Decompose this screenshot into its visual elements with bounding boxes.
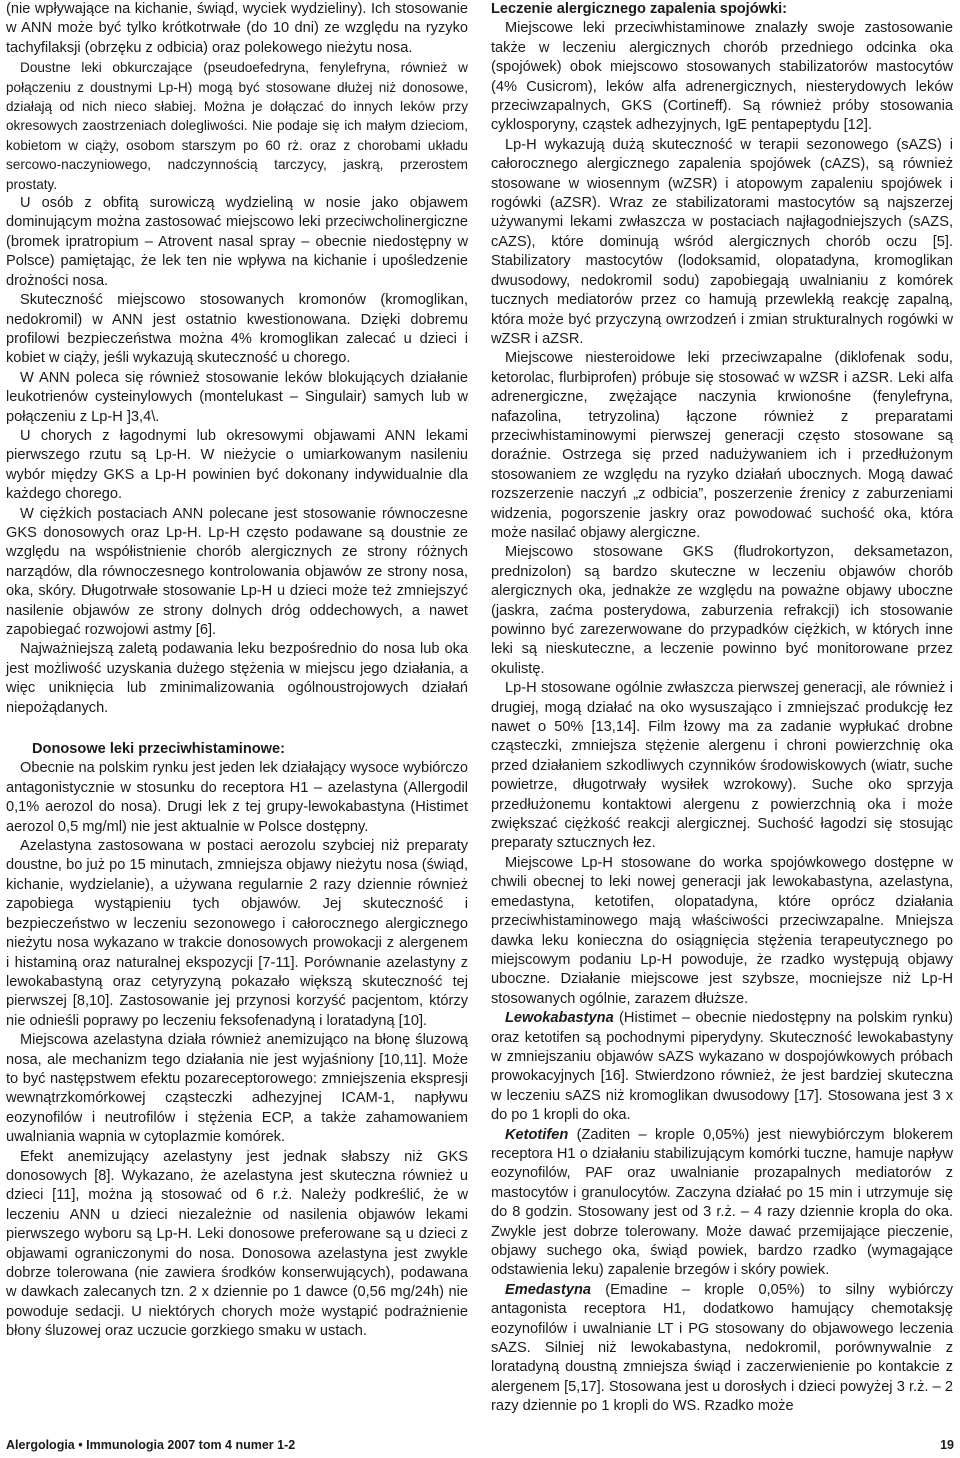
journal-name: Alergologia — [6, 1438, 75, 1452]
paragraph-text: (Zaditen – krople 0,05%) jest niewybiórczym blokerem receptora H1 o działaniu stabilizującym komórki tuczne, hamuje napływ eozynofilów, PAF oraz uwalnianie prozapalnych mediatorów z mastocytów i granulocytów. Zaczyna działać po 15 min i utrzymuje się do 8 godzin. Stosowany jest od 3 r.ż. – 4 razy dziennie kropla do oka. Zwykle jest dobrze tolerowany. Może dawać przemijające pieczenie, objawy suchego oka, świąd powiek, bardzo rzadko (wymagające odstawienia leku) zapalenie brzegów i skóry powiek. — [491, 1126, 953, 1279]
paragraph: W ciężkich postaciach ANN polecane jest stosowanie równoczesne GKS donosowych oraz Lp-H. Lp-H często podawane są doustnie ze względu na współistnienie chorób alergicznych ze strony różnych narządów, dla równoczesnego kontrolowania objawów ze strony nosa, oka, skóry. Długotrwałe stosowanie Lp-H u dzieci może też zmniejszyć nasilenie objawów ze strony dolnych dróg oddechowych, a nawet zapobiegać rozwojowi astmy [6]. — [6, 505, 468, 638]
paragraph: U chorych z łagodnymi lub okresowymi objawami ANN lekami pierwszego rzutu są Lp-H. W nieżycie o umiarkowanym nasileniu wybór między GKS a Lp-H powinien być dokonany indywidualnie dla każdego chorego. — [6, 427, 468, 503]
paragraph: Lp-H wykazują dużą skuteczność w terapii sezonowego (sAZS) i całorocznego alergicznego zapalenia spojówek (cAZS), są również stosowane w wiosennym (wZSR) i atopowym zapaleniu spojówek i rogówki (aZSR). Wraz ze stabilizatorami mastocytów są najszerzej używanymi lekami zwłaszcza w postaciach najłagodniejszych (sAZS, cAZS), które dominują wśród alergicznych chorób oczu [5]. Stabilizatory mastocytów (lodoksamid, olopatadyna, kromoglikan dwusodowy, nedokromil sodu) zapobiegają uwalnianiu z komórek tucznych mediatorów przez co hamują przewlekłą reakcję zapalną, która może być przyczyną owrzodzeń i zmian strukturalnych rogówki w wZSR i aZSR. — [491, 136, 953, 347]
paragraph: Efekt anemizujący azelastyny jest jednak słabszy niż GKS donosowych [8]. Wykazano, że azelastyna jest skuteczna również u dzieci [11], można ją stosować od 6 r.ż. Należy podkreślić, że w leczeniu ANN u dzieci niezależnie od nasilenia objawów lekami pierwszego wyboru są Lp-H. Leki donosowe preferowane są u dzieci z objawami ograniczonymi do nosa. Donosowa azelastyna jest zwykle dobrze tolerowana (nie zawiera środków konserwujących), podawana w dawkach zalecanych tzn. 2 x dziennie po 1 dawce (0,56 mg/24h) nie powoduje sedacji. U niektórych chorych może wystąpić podrażnienie błony śluzowej oraz uczucie gorzkiego smaku w ustach. — [6, 1148, 468, 1340]
paragraph-text: (Histimet – obecnie niedostępny na polskim rynku) oraz ketotifen są pochodnymi piperydyny. Skuteczność lewokabastyny w zmniejszaniu objawów sAZS wykazano w dospojówkowych próbach prowokacyjnych [16]. Stwierdzono również, że jest bardziej skuteczna w leczeniu sAZS niż kromoglikan dwusodowy [17]. Stosowana jest 3 x do po 1 kropli do oka. — [491, 1010, 953, 1124]
right-column — [491, 0, 953, 1417]
paragraph: W ANN poleca się również stosowanie leków blokujących działanie leukotrienów cysteinylowych (montelukast – Singulair) samych lub w połączeniu z Lp-H ]3,4\. — [6, 369, 468, 425]
drug-name: Emedastyna — [505, 1281, 591, 1298]
issue-info: Immunologia 2007 tom 4 numer 1-2 — [86, 1438, 296, 1452]
paragraph: Doustne leki obkurczające (pseudoefedryna, fenylefryna, również w połączeniu z doustnymi Lp-H) mogą być stosowane dłużej niż donosowe, działają od nich nieco słabiej. Można je dołączać do innych leków przy okresowych zaostrzeniach dolegliwości. Nie podaje się ich małym dzieciom, kobietom w ciąży, osobom starszym po 60 rż. oraz z chorobami układu sercowo-naczyniowego, nadczynnością tarczycy, jaskrą, przerostem prostaty. — [6, 60, 468, 192]
paragraph: Azelastyna zastosowana w postaci aerozolu szybciej niż preparaty doustne, bo już po 15 minutach, zmniejsza objawy nieżytu nosa (świąd, kichanie, wydzielanie), a używana regularnie 2 razy dziennie również zapobiega wystąpieniu tych objawów. Jej skuteczność i bezpieczeństwo w leczeniu sezonowego i całorocznego alergicznego nieżytu nosa wykazano w trakcie donosowych prowokacji z alergenem i histaminą oraz naturalnej ekspozycji [7-11]. Porównanie azelastyny z lewokabastyną oraz cetyryzyną pokazało większą skuteczność tej pierwszej [8,10]. Zastosowanie jej przynosi korzyść pacjentom, którzy nie odnieśli poprawy po leczeniu feksofenadyną i loratadyną [10]. — [6, 838, 468, 1029]
section-heading: Donosowe leki przeciwhistaminowe: — [32, 741, 286, 758]
journal-citation — [6, 1437, 295, 1453]
paragraph: Miejscowe Lp-H stosowane do worka spojówkowego dostępne w chwili obecnej to leki nowej generacji jak lewokabastyna, azelastyna, emedastyna, ketotifen, olopatadyna, które oprócz działania przeciwhistaminowego mają właściwości przeciwzapalne. Mniejsza dawka leku konieczna do osiągnięcia stężenia terapeutycznego po miejscowym podaniu Lp-H powoduje, że rzadko występują objawy uboczne. Działanie miejscowe jest szybsze, mocniejsze niż Lp-H stosowanych ogólnie, zarazem dłuższe. — [491, 854, 953, 1007]
drug-name: Ketotifen — [505, 1126, 569, 1143]
paragraph — [491, 1009, 953, 1125]
paragraph: Lp-H stosowane ogólnie zwłaszcza pierwszej generacji, ale również i drugiej, mogą działać na oko wysuszająco i zmniejszać produkcję łez nawet o 50% [13,14]. Film łzowy ma za zadanie wypłukać drobne cząsteczki, zmniejsza stężenie alergenu i chroni powierzchnię oka przed działaniem szkodliwych czynników środowiskowych (wiatr, suche powietrze, długotrwały wysiłek wzrokowy). Suche oko sprzyja przedłużonemu kontaktowi alergenu z powierzchnią oka i może zwiększać ciężkość reakcji alergicznej. Suchość łagodzi się stosując preparaty sztucznych łez. — [491, 680, 953, 852]
paragraph: Miejscowe leki przeciwhistaminowe znalazły swoje zastosowanie także w leczeniu alergicznych chorób przedniego odcinka oka (spojówek) obok miejscowo stosowanych stabilizatorów mastocytów (4% Cusicrom), leków alfa adrenergicznych, niesterydowych leków przeciwzapalnych, GKS (Cortineff). Są również próby stosowania cyklosporyny, cząstek adhezyjnych, IgE pentapeptydu [12]. — [491, 20, 953, 134]
paragraph — [491, 1281, 953, 1417]
page-footer — [6, 1437, 954, 1453]
paragraph-text: (Emadine – krople 0,05%) to silny wybiórczy antagonista receptora H1, dodatkowo hamujący chemotaksję eozynofilów i uwalnianie LT i PG stosowany do objawowego leczenia sAZS. Silniej niż lewokabastyna, nedokromil, porównywalnie z loratadyną doustną zmniejsza świąd i zaczerwienienie po kontakcie z alergenem [5,17]. Stosowana jest u dorosłych i dzieci powyżej 3 r.ż. – 2 razy dziennie po 1 kropli do WS. Rzadko może — [491, 1281, 953, 1415]
section-heading: Leczenie alergicznego zapalenia spojówki: — [491, 1, 788, 17]
drug-name: Lewokabastyna — [505, 1010, 614, 1027]
left-column — [6, 0, 468, 1342]
paragraph: Skuteczność miejscowo stosowanych kromonów (kromoglikan, nedokromil) w ANN jest ostatnio kwestionowana. Dzięki dobremu profilowi bezpieczeństwa można 4% kromoglikan zalecać u dzieci i kobiet w ciąży, jeśli wykazują skuteczność u chorego. — [6, 292, 468, 367]
paragraph: Miejscowo stosowane GKS (fludrokortyzon, deksametazon, prednizolon) są bardzo skuteczne w leczeniu objawów chorób alergicznych oka, jednakże ze względu na poważne objawy uboczne (jaskra, zaćma posterydowa, zaburzenia refrakcji) ich stosowanie powinno być zarezerwowane do przypadków ciężkich, w których inne leki są nieskuteczne, a leczenie powinno być monitorowane przez okulistę. — [491, 544, 953, 677]
paragraph: Miejscowe niesteroidowe leki przeciwzapalne (diklofenak sodu, ketorolac, flurbiprofen) próbuje się stosować w wZSR i aZSR. Leki alfa adrenergiczne, zwężające naczynia krwionośne (fenylefryna, nafazolina, tetryzolina) łączone również z preparatami przeciwhistaminowymi pierwszej generacji często stosowane są doraźnie. Ostrzega się przed nadużywaniem ich i przedłużonym stosowaniem ze względu na ryzyko działań ubocznych. Mogą dawać rozszerzenie naczyń „z odbicia”, poszerzenie źrenicy z zaburzeniami widzenia, pogorszenie jaskry oraz powodować suchość oka, która może nasilać objawy alergiczne. — [491, 350, 953, 541]
paragraph: (nie wpływające na kichanie, świąd, wyciek wydzieliny). Ich stosowanie w ANN może być tylko krótkotrwałe (do 10 dni) ze względu na ryzyko tachyfilaksji (obrzęku z odbicia) oraz polekowego nieżytu nosa. — [6, 1, 468, 56]
paragraph: U osób z obfitą surowiczą wydzieliną w nosie jako objawem dominującym można zastosować miejscowo leki przeciwcholinergiczne (bromek ipratropium – Atrovent nasal spray – obecnie niedostępny w Polsce) pamiętając, że lek ten nie wpływa na kichanie i upośledzenie drożności nosa. — [6, 195, 468, 289]
paragraph: Miejscowa azelastyna działa również anemizująco na błonę śluzową nosa, ale mechanizm tego działania nie jest wyjaśniony [10,11]. Może to być następstwem efektu pozareceptorowego: zmniejszenia ekspresji wewnątrzkomórkowej cząsteczki adhezyjnej ICAM-1, napływu eozynofilów i neutrofilów i stężenia ECP, a także zahamowaniem uwalniania wapnia w cytoplazmie komórek. — [6, 1032, 468, 1146]
paragraph: Najważniejszą zaletą podawania leku bezpośrednio do nosa lub oka jest możliwość uzyskania dużego stężenia w miejscu jego działania, a więc uniknięcia lub zminimalizowania ogólnoustrojowych działań niepożądanych. — [6, 641, 468, 716]
separator: • — [78, 1438, 83, 1452]
page-number: 19 — [940, 1438, 954, 1452]
paragraph — [491, 1126, 953, 1281]
paragraph: Obecnie na polskim rynku jest jeden lek działający wysoce wybiórczo antagonistycznie w stosunku do receptora H1 – azelastyna (Allergodil 0,1% aerozol do nosa). Drugi lek z tej grupy-lewokabastyna (Histimet aerozol 0,5 mg/ml) nie jest aktualnie w Polsce dostępny. — [6, 760, 468, 835]
